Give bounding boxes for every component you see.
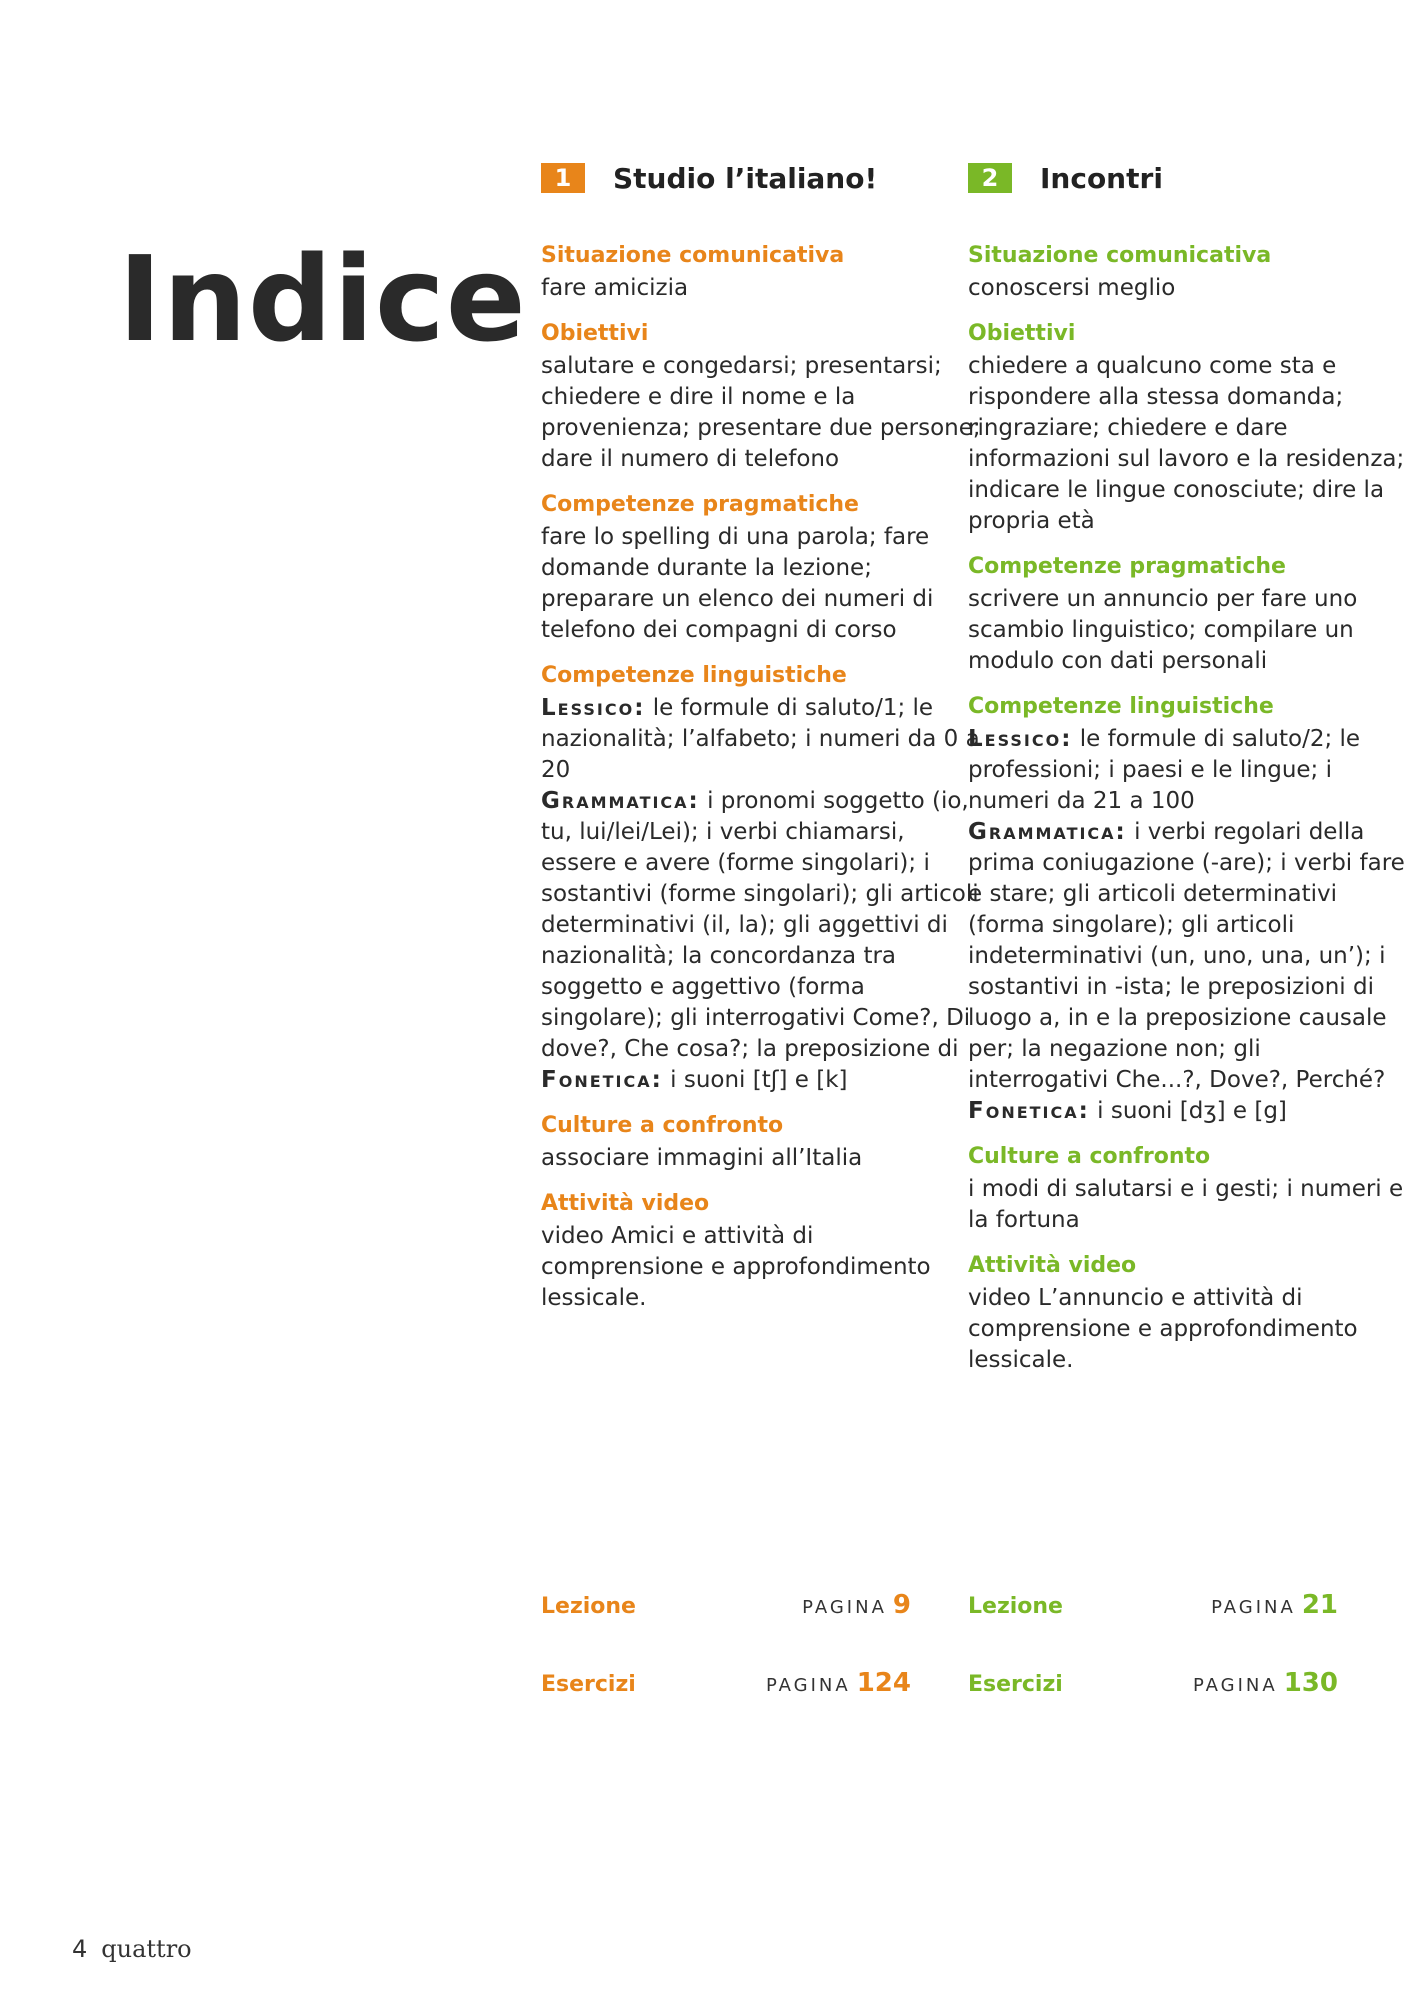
unit-2-number-badge: 2 bbox=[968, 163, 1012, 193]
culture-label: Culture a confronto bbox=[541, 1113, 784, 1138]
page-title: Indice bbox=[118, 230, 527, 368]
unit-1-lezione-ref bbox=[541, 1590, 911, 1620]
lessico-text: le formule di saluto/1; le nazionalità; l’alfabeto; i numeri da 0 a 20 bbox=[541, 695, 980, 783]
fonetica-label: Fonetica: bbox=[541, 1067, 663, 1093]
esercizi-label: Esercizi bbox=[541, 1672, 636, 1697]
lessico-entry bbox=[541, 693, 981, 786]
pragmatiche-label: Competenze pragmatiche bbox=[541, 492, 859, 517]
pagina-label: PAGINA bbox=[1192, 1675, 1278, 1696]
unit-2-heading bbox=[968, 158, 1408, 198]
page-number-word: quattro bbox=[101, 1935, 192, 1963]
fonetica-text: i suoni [dʒ] e [g] bbox=[1097, 1098, 1287, 1124]
pagina-label: PAGINA bbox=[802, 1597, 887, 1618]
video-label: Attività video bbox=[968, 1253, 1137, 1278]
unit-2-column bbox=[968, 158, 1408, 1376]
fonetica-entry bbox=[968, 1096, 1408, 1127]
esercizi-page-number: 124 bbox=[856, 1668, 911, 1698]
unit-2-esercizi-ref bbox=[968, 1668, 1338, 1698]
linguistiche-label: Competenze linguistiche bbox=[968, 694, 1274, 719]
lezione-label: Lezione bbox=[541, 1594, 636, 1619]
lessico-entry bbox=[968, 724, 1408, 817]
pragmatiche-label: Competenze pragmatiche bbox=[968, 554, 1286, 579]
video-text: video L’annuncio e attività di comprensione e approfondimento lessicale. bbox=[968, 1285, 1358, 1373]
fonetica-label: Fonetica: bbox=[968, 1098, 1090, 1124]
situazione-label: Situazione comunicativa bbox=[541, 243, 845, 268]
video-text: video Amici e attività di comprensione e approfondimento lessicale. bbox=[541, 1223, 931, 1311]
video-label: Attività video bbox=[541, 1191, 710, 1216]
unit-1-esercizi-ref bbox=[541, 1668, 911, 1698]
situazione-text: conoscersi meglio bbox=[968, 275, 1176, 301]
fonetica-text: i suoni [tʃ] e [k] bbox=[670, 1067, 848, 1093]
culture-text: associare immagini all’Italia bbox=[541, 1145, 863, 1171]
lezione-page-number: 21 bbox=[1301, 1590, 1338, 1620]
unit-1-heading bbox=[541, 158, 981, 198]
fonetica-entry bbox=[541, 1065, 981, 1096]
esercizi-label: Esercizi bbox=[968, 1672, 1063, 1697]
unit-2-lezione-ref bbox=[968, 1590, 1338, 1620]
culture-label: Culture a confronto bbox=[968, 1144, 1211, 1169]
lezione-page bbox=[1211, 1590, 1338, 1620]
lezione-page bbox=[802, 1590, 911, 1620]
esercizi-page bbox=[1193, 1668, 1338, 1698]
unit-1-number-badge: 1 bbox=[541, 163, 585, 193]
lezione-page-number: 9 bbox=[892, 1590, 911, 1620]
grammatica-entry bbox=[541, 786, 981, 1065]
grammatica-text: i verbi regolari della prima coniugazione (-are); i verbi fare e stare; gli articoli determinativi (forma singolare); gli articoli indeterminativi (un, uno, una, un’); i sostantivi in -ista; le preposizioni di luogo a, in e la preposizione causale per; la negazione non; gli interrogativi Che...?, Dove?, Perché? bbox=[968, 819, 1405, 1093]
lezione-label: Lezione bbox=[968, 1594, 1063, 1619]
pragmatiche-text: fare lo spelling di una parola; fare domande durante la lezione; preparare un elenco dei numeri di telefono dei compagni di corso bbox=[541, 524, 934, 643]
pagina-label: PAGINA bbox=[1211, 1597, 1296, 1618]
grammatica-entry bbox=[968, 817, 1408, 1096]
obiettivi-text: chiedere a qualcuno come sta e rispondere alla stessa domanda; ringraziare; chiedere e dare informazioni sul lavoro e la residenza; indicare le lingue conosciute; dire la propria età bbox=[968, 353, 1405, 534]
esercizi-page bbox=[766, 1668, 911, 1698]
unit-1-column bbox=[541, 158, 981, 1314]
grammatica-label: Grammatica: bbox=[968, 819, 1127, 845]
situazione-label: Situazione comunicativa bbox=[968, 243, 1272, 268]
obiettivi-label: Obiettivi bbox=[968, 321, 1076, 346]
unit-1-title: Studio l’italiano! bbox=[613, 161, 878, 195]
esercizi-page-number: 130 bbox=[1283, 1668, 1338, 1698]
pragmatiche-text: scrivere un annuncio per fare uno scambio linguistico; compilare un modulo con dati personali bbox=[968, 586, 1358, 674]
grammatica-text: i pronomi soggetto (io, tu, lui/lei/Lei); i verbi chiamarsi, essere e avere (forme singolari); i sostantivi (forme singolari); gli articoli determinativi (il, la); gli aggettivi di nazionalità; la concordanza tra soggetto e aggettivo (forma singolare); gli interrogativi Come?, Di dove?, Che cosa?; la preposizione di bbox=[541, 788, 979, 1062]
lessico-text: le formule di saluto/2; le professioni; i paesi e le lingue; i numeri da 21 a 100 bbox=[968, 726, 1361, 814]
obiettivi-label: Obiettivi bbox=[541, 321, 649, 346]
page-number-digit: 4 bbox=[72, 1935, 88, 1963]
situazione-text: fare amicizia bbox=[541, 275, 689, 301]
lessico-label: Lessico: bbox=[541, 695, 646, 721]
lessico-label: Lessico: bbox=[968, 726, 1073, 752]
pagina-label: PAGINA bbox=[765, 1675, 851, 1696]
linguistiche-label: Competenze linguistiche bbox=[541, 663, 847, 688]
page-number bbox=[72, 1935, 192, 1963]
culture-text: i modi di salutarsi e i gesti; i numeri e la fortuna bbox=[968, 1176, 1404, 1233]
unit-2-title: Incontri bbox=[1040, 161, 1163, 195]
grammatica-label: Grammatica: bbox=[541, 788, 700, 814]
obiettivi-text: salutare e congedarsi; presentarsi; chiedere e dire il nome e la provenienza; presentare due persone; dare il numero di telefono bbox=[541, 353, 981, 472]
